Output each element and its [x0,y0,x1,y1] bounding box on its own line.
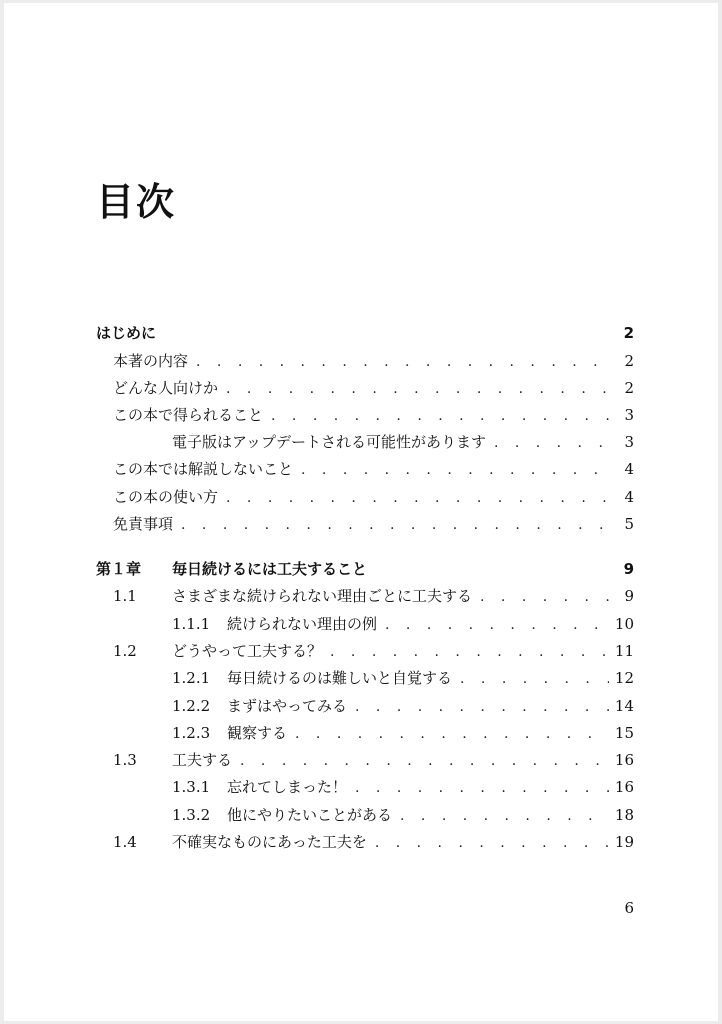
toc-number: 1.2.2 [172,697,211,715]
toc-label: 工夫する [172,751,233,769]
toc-number: 1.2.3 [172,724,211,742]
toc-label: 他にやりたいことがある [227,806,393,824]
toc-label: 免責事項 [113,515,174,533]
dot-leader [240,749,609,773]
toc-page: 2 [624,352,634,370]
toc-label: まずはやってみる [227,697,348,715]
toc-item[interactable] [96,403,634,427]
toc-number: 1.2.1 [172,669,211,687]
toc-chapter-1[interactable] [96,557,634,581]
page [4,3,718,1021]
toc-page: 2 [623,324,634,342]
toc-page: 5 [624,515,634,533]
toc-label: 電子版はアップデートされる可能性があります [172,433,486,451]
toc-number: 1.3.2 [172,806,211,824]
toc-page: 16 [614,751,634,769]
dot-leader [494,431,610,455]
toc-page: 4 [624,460,634,478]
toc-page: 2 [624,379,634,397]
dot-leader [196,350,610,374]
toc-subsection[interactable] [96,694,634,718]
toc-number: 1.1 [113,587,137,605]
dot-leader [355,695,609,719]
toc-page: 12 [614,669,634,687]
toc-page: 18 [614,806,634,824]
toc-page: 10 [614,615,634,633]
toc-label: 毎日続けるのは難しいと自覚する [227,669,453,687]
dot-leader [226,377,610,401]
toc-page: 4 [624,488,634,506]
dot-leader [400,804,609,828]
dot-leader [301,458,610,482]
toc-label: はじめに [96,324,157,342]
dot-leader [385,613,609,637]
toc-page: 9 [624,587,634,605]
toc-subsection[interactable] [96,803,634,827]
toc-section[interactable] [96,639,634,663]
toc-label: 不確実なものにあった工夫を [172,833,367,851]
toc-label: どんな人向けか [113,379,219,397]
toc-page: 11 [614,642,634,660]
toc-label: 忘れてしまった！ [227,778,348,796]
dot-leader [271,404,610,428]
toc-label: 続けられない理由の例 [227,615,378,633]
toc-label: この本の使い方 [113,488,219,506]
toc-label: さまざまな続けられない理由ごとに工夫する [172,587,473,605]
toc-number: 1.1.1 [172,615,211,633]
toc-label: 観察する [227,724,288,742]
dot-leader [226,486,610,510]
toc-label: この本では解説しないこと [113,460,294,478]
dot-leader [295,722,609,746]
toc-page: 14 [614,697,634,715]
toc-item[interactable] [96,430,634,454]
toc-number: 1.2 [113,642,137,660]
toc-item[interactable] [96,485,634,509]
dot-leader [330,640,609,664]
toc-page: 16 [614,778,634,796]
dot-leader [181,513,610,537]
toc-label: どうやって工夫する？ [172,642,323,660]
toc-label: 本著の内容 [113,352,189,370]
dot-leader [375,831,609,855]
toc-label: 毎日続けるには工夫すること [172,560,368,578]
toc-part-intro[interactable] [96,321,634,345]
toc-page: 15 [614,724,634,742]
toc-section[interactable] [96,830,634,854]
toc-subsection[interactable] [96,612,634,636]
toc-section[interactable] [96,748,634,772]
page-number: 6 [624,899,634,917]
toc-label: この本で得られること [113,406,264,424]
toc-subsection[interactable] [96,721,634,745]
toc-number: 第１章 [96,560,142,578]
toc-page: 3 [624,433,634,451]
toc-item[interactable] [96,457,634,481]
toc-number: 1.3.1 [172,778,211,796]
toc-section[interactable] [96,584,634,608]
dot-leader [460,667,609,691]
toc-number: 1.4 [113,833,137,851]
toc-number: 1.3 [113,751,137,769]
toc-page: 3 [624,406,634,424]
toc-item[interactable] [96,512,634,536]
toc-subsection[interactable] [96,666,634,690]
toc-item[interactable] [96,349,634,373]
page-title: 目次 [96,180,177,224]
dot-leader [480,585,610,609]
dot-leader [355,776,609,800]
toc-page: 19 [614,833,634,851]
toc-page: 9 [623,560,634,578]
toc-item[interactable] [96,376,634,400]
toc-subsection[interactable] [96,775,634,799]
